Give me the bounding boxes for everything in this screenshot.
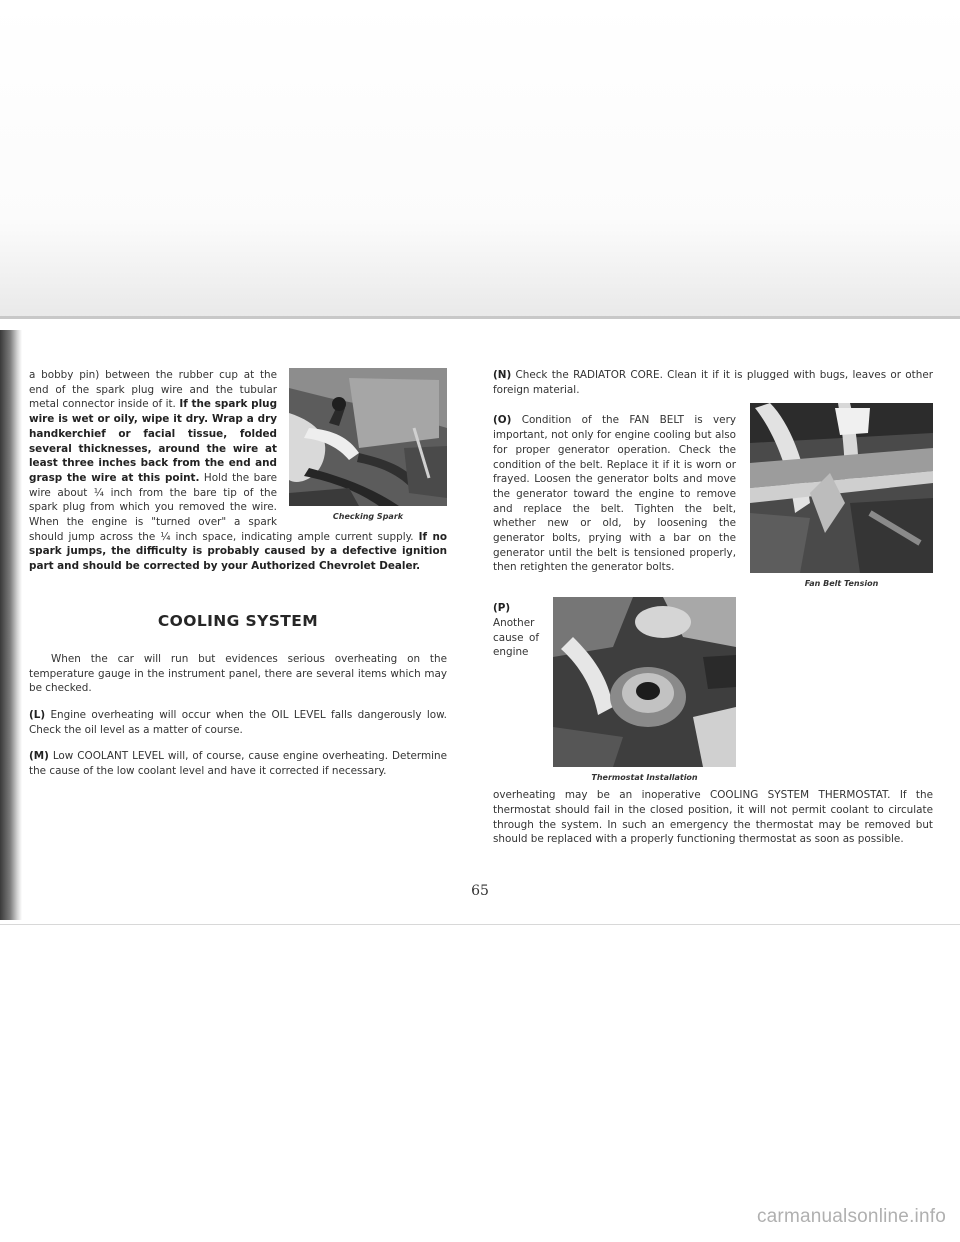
thermostat-photo: [553, 597, 736, 767]
item-n-label: (N): [493, 369, 512, 381]
fan-belt-figure: [750, 403, 933, 588]
thermostat-caption: Thermostat Installation: [591, 773, 698, 783]
watermark-text: carmanualsonline.info: [756, 1206, 946, 1227]
item-m-text: Low COOLANT LEVEL will, of course, cause engine overheating. Determine the cause of the low coolant level and have it corrected if necessary.: [29, 750, 447, 778]
spark-text-part1: a bobby pin) between the rubber cup at the end of the spark plug wire and the tubular metal connector inside of it.: [29, 369, 277, 411]
checking-spark-photo: [289, 368, 447, 506]
left-column: [29, 368, 447, 779]
spark-text-bold1: If the spark plug wire is wet or oily, wipe it dry. Wrap a dry handkerchief or facial tissue, folded several thicknesses, around the wire at least three inches back from the end and grasp the wire at this point.: [29, 398, 278, 484]
spark-text-part3: Hold the bare wire about ¼ inch from the bare tip of the spark plug from which you removed the wire. When the engine is "turned over" a spark should jump across the ¼ inch space, indicating ample current supply.: [29, 471, 419, 543]
cooling-intro-paragraph: When the car will run but evidences serious overheating on the temperature gauge in the instrument panel, there are several items which may be checked.: [29, 652, 447, 695]
item-l-paragraph: [29, 708, 447, 737]
item-m-paragraph: [29, 749, 447, 778]
item-p-text: Another cause of engine overheating may be an inoperative COOLING SYSTEM THERMOSTAT. If the thermostat should fail in the closed position, it will not permit coolant to circulate through the system. In such an emergency the thermostat may be removed but should be replaced with a properly functioning thermostat as soon as possible.: [493, 616, 933, 846]
checking-spark-figure: [289, 368, 447, 521]
checking-spark-caption: Checking Spark: [332, 512, 404, 521]
item-p-label: (P): [493, 602, 511, 615]
spark-text-bold2: If no spark jumps, the difficulty is probably caused by a defective ignition part and should be corrected by your Authorized Chevrolet Dealer.: [29, 530, 447, 573]
thermostat-figure: [553, 597, 736, 782]
item-o-label: (O): [493, 414, 512, 427]
item-n-text: Check the RADIATOR CORE. Clean it if it is plugged with bugs, leaves or other foreign material.: [493, 369, 933, 396]
item-n-paragraph: [493, 368, 933, 397]
page-number: 65: [471, 883, 489, 899]
right-column: [493, 368, 933, 847]
item-l-label: (L): [29, 708, 46, 721]
cooling-system-heading: COOLING SYSTEM: [157, 611, 319, 630]
item-l-text: Engine overheating will occur when the OIL LEVEL falls dangerously low. Check the oil level as a matter of course.: [29, 708, 447, 736]
item-o-text: Condition of the FAN BELT is very important, not only for engine cooling but also for proper generator operation. Check the condition of the belt. Replace it if it is worn or frayed. Loosen the generator bolts and move the generator toward the engine to remove and replace the belt. Tighten the belt, whether new or old, by loosening the generator bolts, prying with a bar on the generator until the belt is tensioned properly, then retighten the generator bolts.: [493, 414, 736, 574]
item-m-label: (M): [29, 750, 49, 763]
fan-belt-photo: [750, 403, 933, 573]
fan-belt-caption: Fan Belt Tension: [804, 579, 879, 589]
